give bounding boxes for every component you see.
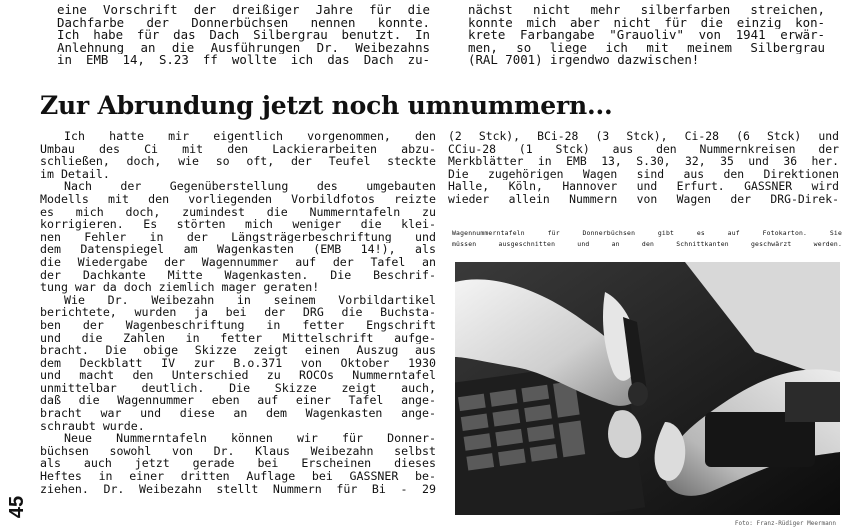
body-left-column bbox=[40, 130, 436, 495]
text-line: dem Deckblatt IV zur B.o.371 von Oktober 1930 bbox=[40, 356, 436, 370]
text-line: bracht war und diese an dem Wagenkasten ange- bbox=[40, 407, 436, 420]
top-left-column bbox=[57, 4, 430, 67]
text-line: (2 Stck), BCi-28 (3 Stck), Ci-28 (6 Stck) und bbox=[448, 130, 839, 143]
text-line: Halle, Köln, Hannover und Erfurt. GASSNER wird bbox=[448, 180, 839, 193]
text-line: Nach der Gegenüberstellung des umgebauten bbox=[64, 180, 436, 193]
text-line: korrigieren. Es störten mich weniger die klei- bbox=[40, 218, 436, 231]
text-line: Ich hatte mir eigentlich vorgenommen, den bbox=[64, 130, 436, 143]
text-line: (RAL 7001) irgendwo dazwischen! bbox=[468, 54, 700, 67]
photo-caption bbox=[452, 228, 842, 250]
text-line: schließen, doch, wie so oft, der Teufel steckte bbox=[40, 155, 436, 168]
text-line: bracht. Die obige Skizze zeigt einen Auszug aus bbox=[40, 344, 436, 357]
text-line: Wie Dr. Weibezahn in seinem Vorbildartikel bbox=[64, 293, 436, 307]
text-line: Ich habe für das Dach Silbergrau benutzt. In bbox=[57, 29, 430, 42]
photo-hands-cutting-number-plates bbox=[455, 262, 840, 515]
text-line: Die zugehörigen Wagen sind aus den Direktionen bbox=[448, 167, 839, 181]
text-line: nächst nicht mehr silberfarben streichen, bbox=[468, 4, 825, 17]
text-line: und die Zahlen in fetter Mittelschrift aufge- bbox=[40, 331, 436, 345]
text-line: daß die Wagennummer eben auf einer Tafel ange- bbox=[40, 394, 436, 408]
text-line: die Wiedergabe der Wagennummer auf der Tafel an bbox=[40, 255, 436, 269]
text-line: nen Fehler in der Längsträgerbeschriftung und bbox=[40, 230, 436, 244]
body-right-column bbox=[448, 130, 839, 206]
text-line: eine Vorschrift der dreißiger Jahre für die bbox=[57, 4, 430, 17]
text-line: und macht den Unterschied zu ROCOs Nummerntafel bbox=[40, 369, 436, 382]
top-right-column bbox=[468, 4, 825, 67]
article-headline: Zur Abrundung jetzt noch umnummern... bbox=[40, 91, 613, 120]
text-line: men, so liege ich mit meinem Silbergrau bbox=[468, 41, 825, 55]
page-number: 45 bbox=[6, 495, 28, 519]
caption-line: müssen ausgeschnitten und an den Schnittkanten geschwärzt werden. bbox=[452, 240, 842, 248]
text-line: ziehen. Dr. Weibezahn stellt Nummern für Bi - 29 bbox=[40, 482, 436, 496]
text-line: CCiu-28 (1 Stck) aus den Nummernkreisen der bbox=[448, 142, 839, 156]
text-line: wieder allein Nummern von Wagen der DRG-Direk- bbox=[448, 192, 839, 206]
text-line: als auch jetzt gerade bei Erscheinen dieses bbox=[40, 457, 436, 471]
text-line: der Dachkante Mitte Wagenkasten. Die Beschrif- bbox=[40, 268, 436, 282]
text-line: berichtete, wurden ja bei der DRG die Buchsta- bbox=[40, 306, 436, 319]
text-line: Heftes in einer dritten Auflage bei GASSNER be- bbox=[40, 470, 436, 483]
photo-credit: Foto: Franz-Rüdiger Meermann bbox=[734, 520, 836, 527]
text-line: ben der Wagenbeschriftung in fetter Engschrift bbox=[40, 318, 436, 332]
text-line: Anlehnung an die Ausführungen Dr. Weibezahns bbox=[57, 41, 430, 55]
text-line: dem Datenspiegel am Wagenkasten (EMB 14!), als bbox=[40, 243, 436, 256]
caption-line: Wagennummerntafeln für Donnerbüchsen gibt es auf Fotokarton. Sie bbox=[452, 229, 842, 237]
text-line: in EMB 14, S.23 ff wollte ich das Dach zu- bbox=[57, 54, 430, 67]
text-line: schraubt wurde. bbox=[40, 419, 145, 433]
text-line: konnte mich aber nicht für die einzig kon- bbox=[468, 16, 825, 30]
text-line: es mich doch, zumindest die Nummerntafeln zu bbox=[40, 205, 436, 219]
text-line: büchsen sowohl von Dr. Klaus Weibezahn selbst bbox=[40, 444, 436, 458]
text-line: Modells mit den vorliegenden Vorbildfotos reizte bbox=[40, 192, 436, 206]
text-line: Umbau des Ci mit den Lackierarbeiten abzu- bbox=[40, 142, 436, 156]
text-line: im Detail. bbox=[40, 167, 110, 181]
text-line: Neue Nummerntafeln können wir für Donner- bbox=[64, 432, 436, 445]
text-line: tung war da doch ziemlich mager geraten! bbox=[40, 281, 320, 294]
text-line: Merkblätter in EMB 13, S.30, 32, 35 und 36 her. bbox=[448, 155, 839, 168]
text-line: unmittelbar deutlich. Die Skizze zeigt auch, bbox=[40, 381, 436, 395]
text-line: krete Farbangabe "Grauoliv" von 1941 erwär- bbox=[468, 29, 825, 42]
text-line: Dachfarbe der Donnerbüchsen nennen konnte. bbox=[57, 16, 430, 30]
photo-illustration bbox=[455, 262, 840, 515]
